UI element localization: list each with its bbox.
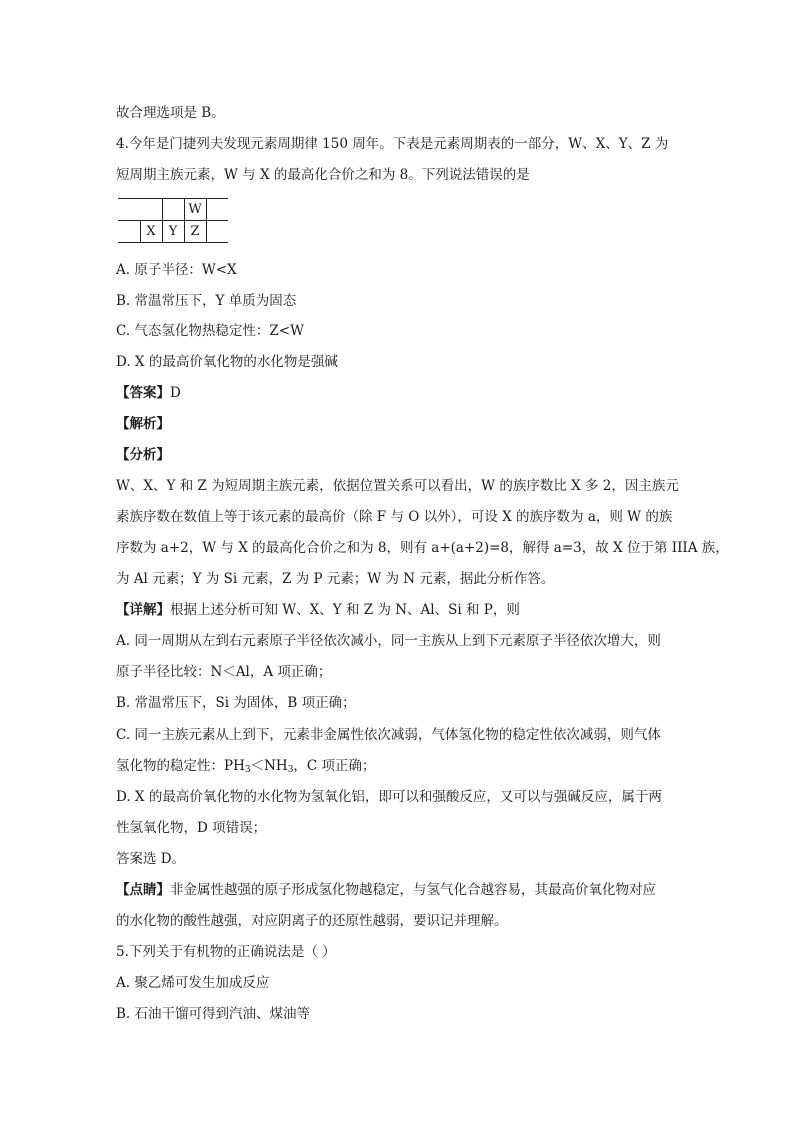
q5-option-a: A. 聚乙烯可发生加成反应 [116, 975, 270, 991]
table-cell-w: W [188, 202, 202, 217]
analysis-text: 素族序数在数值上等于该元素的最高价（除 F 与 O 以外），可设 X 的族序数为 a，则 W 的族 [116, 509, 673, 525]
fenxi-tag: 【分析】 [116, 447, 170, 463]
answer-select: 答案选 D。 [116, 851, 186, 867]
detail-text: 根据上述分析可知 W、X、Y 和 Z 为 N、Al、Si 和 P，则 [170, 602, 520, 618]
question-4-stem-cont: 短周期主族元素，W 与 X 的最高化合价之和为 8。下列说法错误的是 [116, 167, 530, 183]
table-cell-y: Y [168, 224, 178, 239]
subscript: 3 [287, 765, 294, 775]
dianjing-line [116, 882, 656, 898]
dianjing-cont: 的水化物的酸性越强，对应阴离子的还原性越弱，要识记并理解。 [116, 913, 508, 929]
detail-c-text: ＜NH [250, 758, 288, 774]
detail-b: B. 常温常压下，Si 为固体，B 项正确； [116, 695, 356, 711]
table-rule [118, 198, 228, 199]
text-line: 故合理选项是 B。 [116, 105, 225, 121]
table-rule [206, 198, 207, 242]
subscript: 3 [244, 765, 251, 775]
detail-c-text: ，C 项正确； [293, 758, 376, 774]
detail-d-cont: 性氢氧化物，D 项错误； [116, 820, 267, 836]
detail-c-text: 氢化物的稳定性：PH [116, 758, 245, 774]
table-cell-x: X [146, 224, 156, 239]
dianjing-tag: 【点睛】 [116, 882, 170, 898]
question-5-stem: 5.下列关于有机物的正确说法是（ ） [116, 944, 336, 960]
detail-a-cont: 原子半径比较：N＜Al，A 项正确； [116, 664, 332, 680]
option-c: C. 气态氢化物热稳定性：Z<W [116, 323, 304, 339]
option-d: D. X 的最高价氧化物的水化物是强碱 [116, 354, 338, 370]
analysis-text: 为 Al 元素；Y 为 Si 元素，Z 为 P 元素；W 为 N 元素，据此分析作答。 [116, 571, 555, 587]
option-a: A. 原子半径：W<X [116, 262, 237, 278]
detail-c-cont [116, 758, 376, 774]
question-4-stem: 4.今年是门捷列夫发现元素周期律 150 周年。下表是元素周期表的一部分，W、X、Y、Z 为 [116, 136, 669, 152]
answer-tag: 【答案】 [116, 385, 170, 401]
option-b: B. 常温常压下，Y 单质为固态 [116, 293, 297, 309]
table-cell-z: Z [190, 224, 200, 239]
analysis-text: W、X、Y 和 Z 为短周期主族元素，依据位置关系可以看出，W 的族序数比 X 多 2，因主族元 [116, 478, 679, 494]
detail-tag: 【详解】 [116, 602, 170, 618]
answer-line [116, 385, 181, 401]
analysis-tag: 【解析】 [116, 416, 170, 432]
detail-c: C. 同一主族元素从上到下，元素非金属性依次减弱，气体氢化物的稳定性依次减弱，则气体 [116, 727, 661, 743]
answer-value: D [170, 385, 181, 401]
dianjing-text: 非金属性越强的原子形成氢化物越稳定，与氢气化合越容易，其最高价氧化物对应 [170, 882, 656, 898]
detail-d: D. X 的最高价氧化物的水化物为氢氧化铝，即可以和强酸反应，又可以与强碱反应，属于两 [116, 789, 662, 805]
periodic-table-fragment [118, 198, 228, 244]
analysis-text: 序数为 a+2，W 与 X 的最高化合价之和为 8，则有 a+(a+2)=8，解得 a=3，故 X 位于第 IIIA 族， [116, 540, 729, 556]
detail-a: A. 同一周期从左到右元素原子半径依次减小，同一主族从上到下元素原子半径依次增大，则 [116, 633, 661, 649]
detail-line [116, 602, 520, 618]
q5-option-b: B. 石油干馏可得到汽油、煤油等 [116, 1006, 311, 1022]
